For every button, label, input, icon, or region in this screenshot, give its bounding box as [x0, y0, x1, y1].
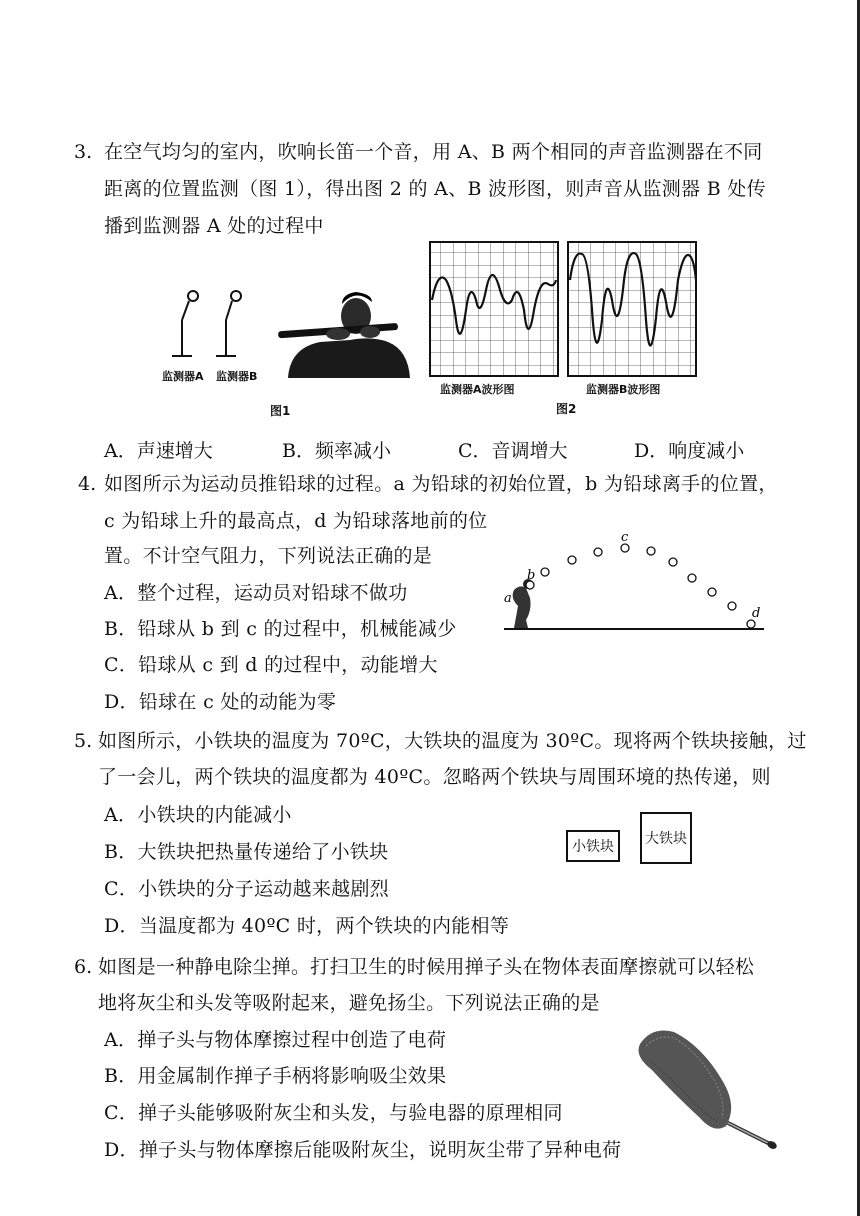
- electrostatic-duster-image: [626, 1022, 786, 1154]
- question-5-line-2: 了一会儿，两个铁块的温度都为 40ºC。忽略两个铁块与周围环境的热传递，则: [98, 766, 771, 788]
- figure-1-monitors-flute: [160, 280, 420, 380]
- question-3-line-3: 播到监测器 A 处的过程中: [104, 215, 324, 237]
- question-4-option-b[interactable]: B．铅球从 b 到 c 的过程中，机械能减少: [104, 618, 457, 640]
- monitor-a-icon: [172, 291, 198, 356]
- question-4-option-c[interactable]: C．铅球从 c 到 d 的过程中，动能增大: [104, 654, 438, 676]
- figure-2-waveforms: [428, 240, 700, 380]
- shot-put-trajectory-figure: [496, 528, 772, 638]
- question-3-option-a[interactable]: A．声速增大: [104, 440, 213, 462]
- figure-2-caption: 图2: [556, 402, 577, 416]
- question-3-options: [104, 436, 804, 462]
- small-iron-block: 小铁块: [566, 830, 620, 862]
- question-4-line-2: c 为铅球上升的最高点，d 为铅球落地前的位: [104, 510, 488, 532]
- waveform-b-panel: [568, 242, 696, 376]
- label-d: d: [752, 606, 761, 621]
- question-6-option-d[interactable]: D．掸子头与物体摩擦后能吸附灰尘，说明灰尘带了异种电荷: [104, 1139, 622, 1161]
- question-6-line-2: 地将灰尘和头发等吸附起来，避免扬尘。下列说法正确的是: [98, 992, 600, 1014]
- figure-1-caption: 图1: [270, 404, 291, 418]
- question-6-option-c[interactable]: C．掸子头能够吸附灰尘和头发，与验电器的原理相同: [104, 1102, 563, 1124]
- label-a: a: [504, 591, 512, 606]
- label-b: b: [527, 568, 536, 583]
- question-3-option-d[interactable]: D．响度减小: [634, 440, 745, 462]
- question-6-option-b[interactable]: B．用金属制作掸子手柄将影响吸尘效果: [104, 1065, 447, 1087]
- question-6-line-1: 如图是一种静电除尘掸。打扫卫生的时候用掸子头在物体表面摩擦就可以轻松: [98, 956, 755, 978]
- monitor-b-icon: [216, 291, 241, 356]
- waveform-a-caption: 监测器A波形图: [440, 383, 515, 396]
- question-5-number: 5.: [74, 730, 93, 752]
- question-5-option-a[interactable]: A．小铁块的内能减小: [104, 804, 292, 826]
- question-4-line-3: 置。不计空气阻力，下列说法正确的是: [104, 545, 433, 567]
- monitor-b-caption: 监测器B: [216, 370, 258, 383]
- question-4-option-a[interactable]: A．整个过程，运动员对铅球不做功: [104, 582, 408, 604]
- question-3-line-2: 距离的位置监测（图 1），得出图 2 的 A、B 波形图，则声音从监测器 B 处传: [104, 178, 766, 200]
- question-3-option-c[interactable]: C．音调增大: [458, 440, 568, 462]
- shot-positions: [526, 544, 755, 628]
- question-5-option-d[interactable]: D．当温度都为 40ºC 时，两个铁块的内能相等: [104, 915, 510, 937]
- question-5-line-1: 如图所示，小铁块的温度为 70ºC，大铁块的温度为 30ºC。现将两个铁块接触，过: [98, 730, 807, 752]
- question-3-option-b[interactable]: B．频率减小: [282, 440, 391, 462]
- question-6-number: 6.: [74, 956, 93, 978]
- question-6-option-a[interactable]: A．掸子头与物体摩擦过程中创造了电荷: [104, 1029, 447, 1051]
- question-4-line-1: 如图所示为运动员推铅球的过程。a 为铅球的初始位置，b 为铅球离手的位置，: [104, 473, 778, 495]
- question-3-line-1: 在空气均匀的室内，吹响长笛一个音，用 A、B 两个相同的声音监测器在不同: [104, 141, 763, 163]
- flute-player-image: [278, 292, 410, 378]
- question-4-number: 4.: [78, 473, 97, 495]
- question-5-option-b[interactable]: B．大铁块把热量传递给了小铁块: [104, 841, 389, 863]
- waveform-a-panel: [430, 242, 558, 376]
- big-iron-block: 大铁块: [640, 812, 692, 864]
- question-5-option-c[interactable]: C．小铁块的分子运动越来越剧烈: [104, 878, 390, 900]
- label-c: c: [621, 530, 629, 545]
- waveform-b-caption: 监测器B波形图: [586, 383, 661, 396]
- question-3-number: 3.: [74, 141, 93, 163]
- monitor-a-caption: 监测器A: [162, 370, 204, 383]
- question-4-option-d[interactable]: D．铅球在 c 处的动能为零: [104, 691, 337, 713]
